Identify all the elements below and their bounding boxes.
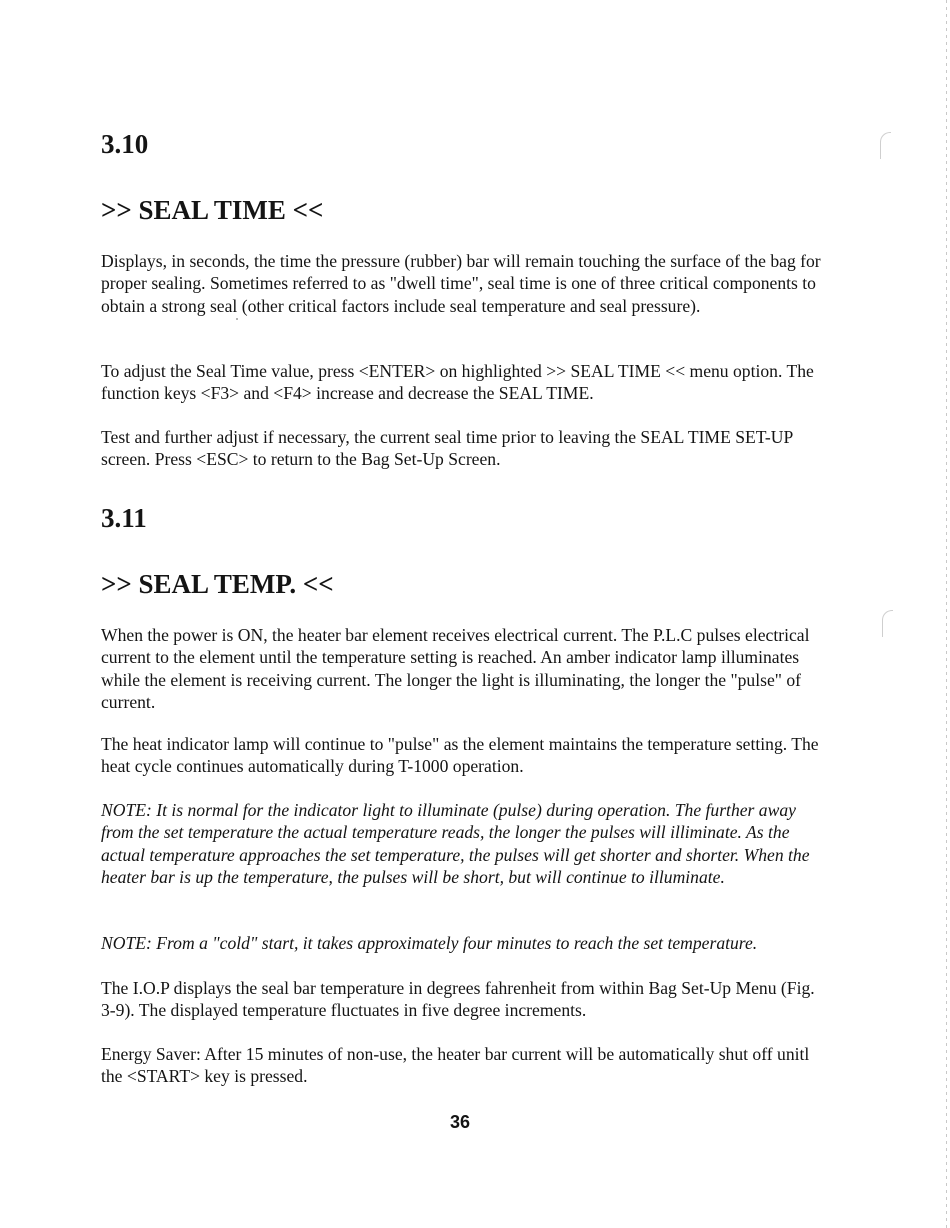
scan-mark bbox=[880, 132, 891, 159]
section-title: >> SEAL TIME << bbox=[101, 195, 324, 225]
scan-speck bbox=[236, 318, 238, 320]
page-edge-line bbox=[946, 0, 947, 1228]
page-number: 36 bbox=[449, 1112, 471, 1132]
body-paragraph: The heat indicator lamp will continue to "pulse" as the element maintains the temperature setting. The heat cycle continues automatically during T-1000 operation. bbox=[101, 734, 819, 777]
section-title: >> SEAL TEMP. << bbox=[101, 569, 334, 599]
body-paragraph: When the power is ON, the heater bar element receives electrical current. The P.L.C pulses electrical current to the element until the temperature setting is reached. An amber indicator lamp illuminates while the element is receiving current. The longer the light is illuminating, the longer the "pulse" of current. bbox=[101, 625, 810, 712]
section-number: 3.10 bbox=[101, 129, 149, 159]
body-paragraph: Displays, in seconds, the time the pressure (rubber) bar will remain touching the surface of the bag for proper sealing. Sometimes referred to as "dwell time", seal time is one of three critical components to obtain a strong seal (other critical factors include seal temperature and seal pressure). bbox=[101, 251, 821, 316]
note-paragraph: NOTE: It is normal for the indicator light to illuminate (pulse) during operation. The further away from the set temperature the actual temperature reads, the longer the pulses will illiminate. As the actual temperature approaches the set temperature, the pulses will get shorter and shorter. When the heater bar is up the temperature, the pulses will be short, but will continue to illuminate. bbox=[101, 800, 810, 887]
body-paragraph: To adjust the Seal Time value, press <ENTER> on highlighted >> SEAL TIME << menu option. The function keys <F3> and <F4> increase and decrease the SEAL TIME. bbox=[101, 361, 814, 404]
note-paragraph: NOTE: From a "cold" start, it takes approximately four minutes to reach the set temperature. bbox=[101, 933, 758, 953]
body-paragraph: Test and further adjust if necessary, the current seal time prior to leaving the SEAL TIME SET-UP screen. Press <ESC> to return to the Bag Set-Up Screen. bbox=[101, 427, 793, 470]
body-paragraph: Energy Saver: After 15 minutes of non-use, the heater bar current will be automatically shut off unitl the <START> key is pressed. bbox=[101, 1044, 810, 1087]
section-number: 3.11 bbox=[101, 503, 147, 533]
scan-mark bbox=[882, 610, 893, 637]
body-paragraph: The I.O.P displays the seal bar temperature in degrees fahrenheit from within Bag Set-Up Menu (Fig. 3-9). The displayed temperature fluctuates in five degree increments. bbox=[101, 978, 815, 1021]
